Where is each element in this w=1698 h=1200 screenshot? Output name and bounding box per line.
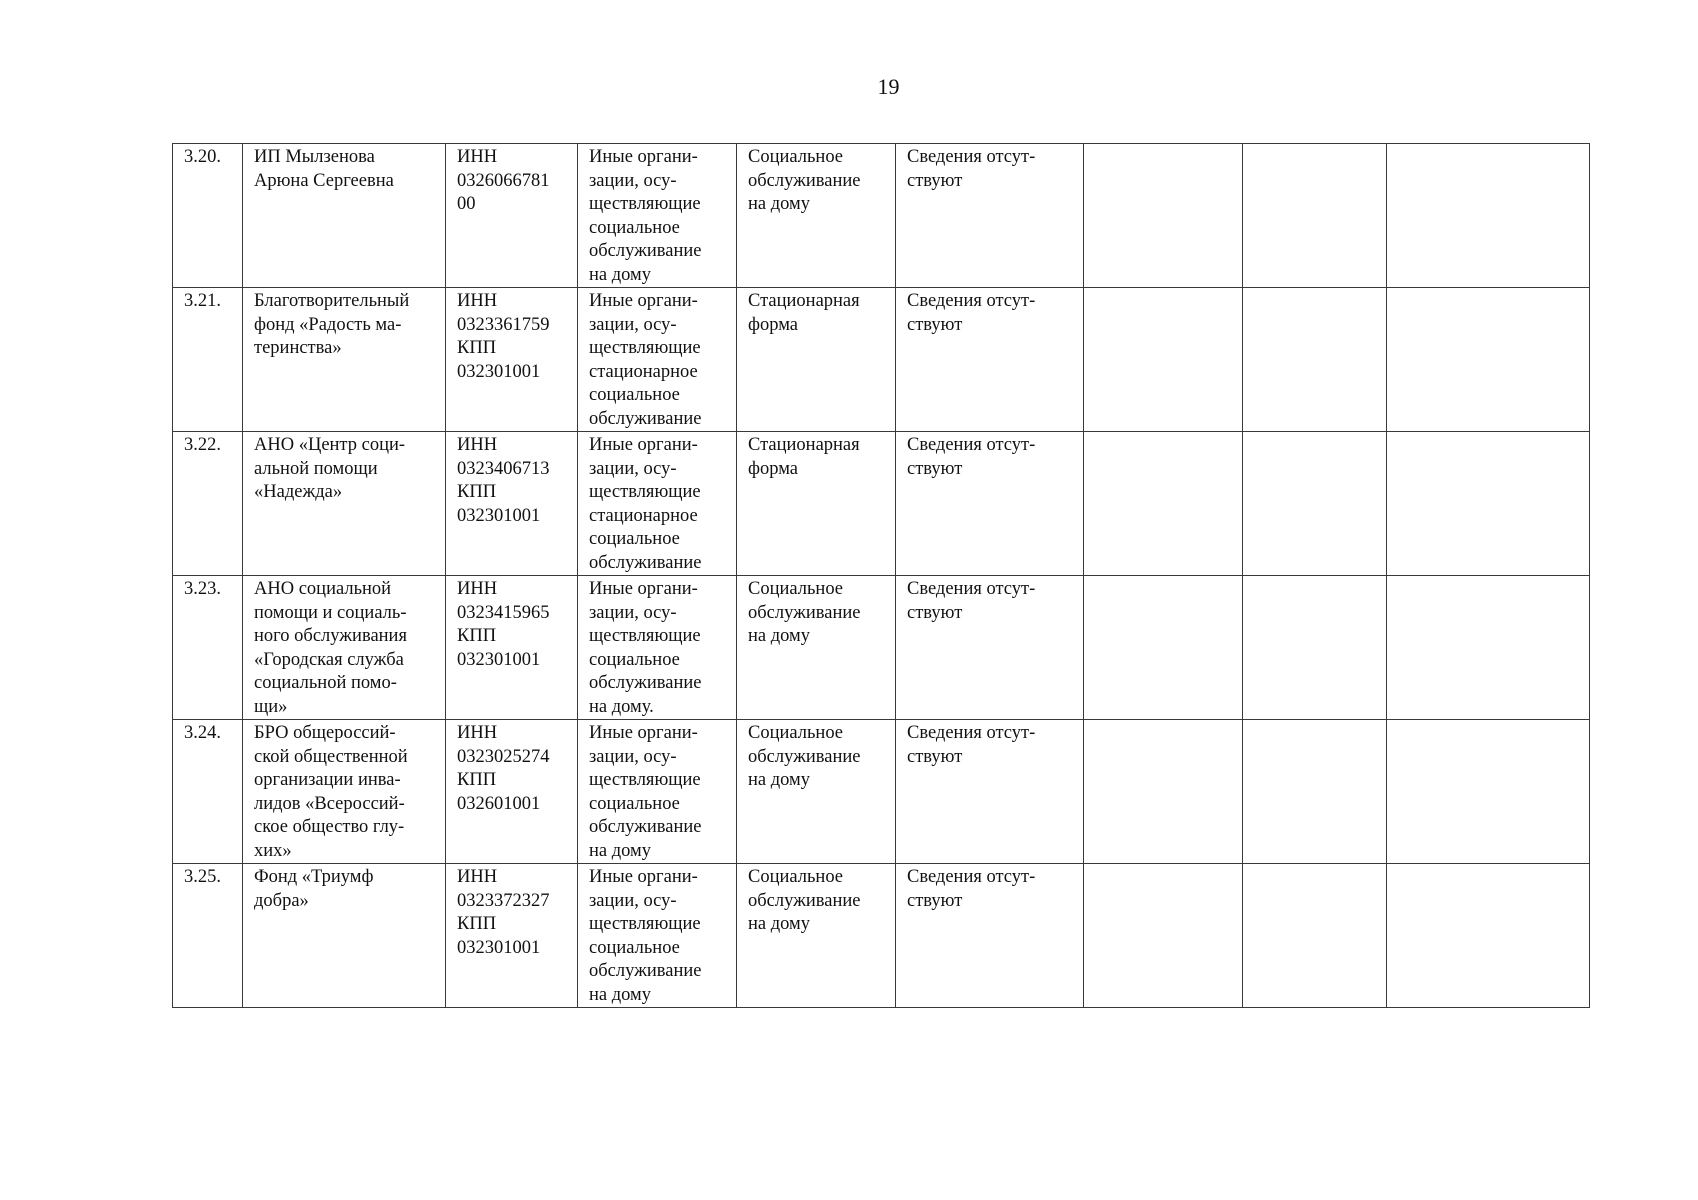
cell-text-line: 032301001 — [457, 649, 541, 670]
organizations-table — [172, 143, 1590, 1008]
table-row — [173, 720, 1590, 864]
cell-text-line: обслуживание — [748, 602, 861, 623]
cell-text-line: хих» — [254, 840, 292, 861]
cell-text-line: обслуживание — [589, 817, 702, 837]
cell-text-line: ществляющие — [589, 194, 701, 214]
cell-text-line: ское общество глу- — [254, 817, 405, 837]
cell-text-line: Иные органи- — [589, 867, 698, 887]
cell-text-line: лидов «Всероссий- — [254, 793, 405, 814]
cell-organization — [243, 576, 446, 720]
cell-number: 3.22. — [173, 432, 243, 576]
cell-text-line: ного обслуживания — [254, 626, 407, 646]
cell-organization — [243, 432, 446, 576]
cell-empty — [1387, 864, 1590, 1008]
cell-text-line: на дому — [748, 626, 811, 646]
cell-text-line: ИНН — [457, 723, 498, 743]
cell-empty — [1084, 576, 1243, 720]
cell-inn-kpp — [446, 576, 578, 720]
cell-number: 3.23. — [173, 576, 243, 720]
cell-organization-type — [578, 144, 737, 288]
cell-organization — [243, 288, 446, 432]
cell-text-line: 0323025274 — [457, 746, 550, 767]
cell-text-line: ществляющие — [589, 626, 701, 646]
cell-empty — [1084, 864, 1243, 1008]
cell-text-line: зации, осу- — [589, 458, 677, 479]
cell-text-line: социальной помо- — [254, 673, 397, 693]
cell-information — [896, 864, 1084, 1008]
cell-service-form — [737, 864, 896, 1008]
cell-information — [896, 288, 1084, 432]
cell-text-line: ИНН — [457, 579, 498, 599]
cell-inn-kpp — [446, 720, 578, 864]
cell-text-line: на дому — [589, 984, 652, 1005]
cell-text-line: обслуживание — [589, 408, 702, 429]
table-row — [173, 288, 1590, 432]
table-row — [173, 864, 1590, 1008]
cell-inn-kpp — [446, 432, 578, 576]
table-row — [173, 144, 1590, 288]
cell-number: 3.24. — [173, 720, 243, 864]
cell-text-line: на дому. — [589, 696, 654, 717]
cell-information — [896, 144, 1084, 288]
cell-empty — [1243, 720, 1387, 864]
cell-text-line: теринства» — [254, 338, 342, 358]
cell-text-line: Сведения отсут- — [907, 723, 1036, 743]
cell-text-line: Социальное — [748, 579, 844, 599]
cell-text-line: «Городская служба — [254, 649, 404, 670]
cell-text-line: на дому — [589, 264, 652, 285]
cell-text-line: АНО социальной — [254, 579, 392, 599]
cell-organization-type — [578, 576, 737, 720]
cell-text-line: на дому — [748, 770, 811, 790]
cell-text-line: Стационарная — [748, 435, 860, 455]
cell-text-line: социальное — [589, 385, 680, 405]
cell-information — [896, 576, 1084, 720]
cell-text-line: Иные органи- — [589, 723, 698, 743]
cell-text-line: ИП Мылзенова — [254, 147, 375, 167]
cell-text-line: Социальное — [748, 147, 844, 167]
cell-text-line: зации, осу- — [589, 746, 677, 767]
cell-text-line: форма — [748, 458, 798, 479]
cell-organization-type — [578, 864, 737, 1008]
cell-text-line: 0323372327 — [457, 890, 550, 911]
cell-text-line: 0323361759 — [457, 314, 550, 335]
cell-text-line: зации, осу- — [589, 890, 677, 911]
cell-organization-type — [578, 288, 737, 432]
cell-text-line: ИНН — [457, 147, 498, 167]
cell-text-line: добра» — [254, 890, 309, 911]
cell-empty — [1084, 288, 1243, 432]
cell-text-line: ИНН — [457, 435, 498, 455]
cell-number: 3.25. — [173, 864, 243, 1008]
cell-text-line: обслуживание — [589, 241, 702, 261]
cell-text-line: стационарное — [589, 505, 698, 526]
cell-service-form — [737, 432, 896, 576]
cell-text-line: стационарное — [589, 361, 698, 382]
cell-text-line: Иные органи- — [589, 291, 698, 311]
cell-empty — [1243, 432, 1387, 576]
cell-text-line: Сведения отсут- — [907, 291, 1036, 311]
cell-text-line: 032301001 — [457, 361, 541, 382]
cell-organization — [243, 720, 446, 864]
cell-service-form — [737, 576, 896, 720]
cell-text-line: 0323406713 — [457, 458, 550, 479]
cell-text-line: на дому — [748, 914, 811, 934]
cell-empty — [1387, 288, 1590, 432]
cell-text-line: зации, осу- — [589, 602, 677, 623]
cell-empty — [1387, 576, 1590, 720]
cell-text-line: обслуживание — [589, 552, 702, 573]
cell-text-line: Иные органи- — [589, 579, 698, 599]
cell-text-line: обслуживание — [589, 673, 702, 693]
cell-service-form — [737, 144, 896, 288]
cell-organization — [243, 864, 446, 1008]
cell-text-line: Социальное — [748, 723, 844, 743]
cell-text-line: альной помощи — [254, 458, 378, 479]
cell-text-line: помощи и социаль- — [254, 602, 407, 623]
cell-text-line: КПП — [457, 914, 497, 934]
cell-text-line: КПП — [457, 482, 497, 502]
cell-text-line: АНО «Центр соци- — [254, 435, 406, 455]
page-number: 19 — [877, 74, 900, 99]
cell-text-line: 032301001 — [457, 505, 541, 526]
cell-text-line: ИНН — [457, 291, 498, 311]
cell-text-line: ствуют — [907, 746, 963, 767]
cell-empty — [1084, 432, 1243, 576]
cell-text-line: БРО общероссий- — [254, 723, 396, 743]
cell-text-line: на дому — [748, 194, 811, 214]
cell-text-line: обслуживание — [589, 961, 702, 981]
cell-inn-kpp — [446, 288, 578, 432]
cell-text-line: ществляющие — [589, 482, 701, 502]
cell-text-line: ствуют — [907, 170, 963, 191]
cell-text-line: фонд «Радость ма- — [254, 314, 402, 335]
cell-empty — [1243, 864, 1387, 1008]
cell-text-line: социальное — [589, 529, 680, 549]
cell-organization-type — [578, 720, 737, 864]
cell-text-line: Иные органи- — [589, 147, 698, 167]
cell-empty — [1387, 144, 1590, 288]
cell-text-line: ществляющие — [589, 770, 701, 790]
cell-text-line: ствуют — [907, 602, 963, 623]
cell-inn-kpp — [446, 864, 578, 1008]
cell-number: 3.21. — [173, 288, 243, 432]
cell-text-line: Стационарная — [748, 291, 860, 311]
cell-text-line: 032601001 — [457, 793, 541, 814]
cell-organization — [243, 144, 446, 288]
cell-empty — [1387, 432, 1590, 576]
cell-text-line: зации, осу- — [589, 314, 677, 335]
cell-text-line: Сведения отсут- — [907, 147, 1036, 167]
cell-text-line: обслуживание — [748, 746, 861, 767]
cell-text-line: ствуют — [907, 314, 963, 335]
table-row — [173, 576, 1590, 720]
cell-text-line: Фонд «Триумф — [254, 867, 374, 887]
cell-empty — [1243, 576, 1387, 720]
cell-text-line: ствуют — [907, 458, 963, 479]
cell-text-line: зации, осу- — [589, 170, 677, 191]
cell-text-line: КПП — [457, 338, 497, 358]
cell-text-line: на дому — [589, 840, 652, 861]
cell-service-form — [737, 720, 896, 864]
cell-text-line: Благотворительный — [254, 291, 410, 311]
cell-service-form — [737, 288, 896, 432]
cell-empty — [1243, 288, 1387, 432]
table-row — [173, 432, 1590, 576]
cell-text-line: Иные органи- — [589, 435, 698, 455]
cell-text-line: ИНН — [457, 867, 498, 887]
cell-text-line: щи» — [254, 696, 288, 717]
cell-text-line: Сведения отсут- — [907, 867, 1036, 887]
cell-empty — [1084, 144, 1243, 288]
cell-text-line: ществляющие — [589, 914, 701, 934]
cell-text-line: социальное — [589, 937, 680, 958]
cell-text-line: Сведения отсут- — [907, 579, 1036, 599]
cell-text-line: организации инва- — [254, 770, 401, 790]
cell-text-line: социальное — [589, 793, 680, 814]
cell-text-line: 0326066781 — [457, 170, 550, 191]
cell-empty — [1243, 144, 1387, 288]
table-body — [173, 144, 1590, 1008]
cell-empty — [1387, 720, 1590, 864]
cell-text-line: форма — [748, 314, 798, 335]
cell-text-line: 032301001 — [457, 937, 541, 958]
cell-text-line: 0323415965 — [457, 602, 550, 623]
cell-text-line: «Надежда» — [254, 482, 343, 502]
cell-text-line: Сведения отсут- — [907, 435, 1036, 455]
cell-information — [896, 432, 1084, 576]
cell-text-line: Арюна Сергеевна — [254, 170, 394, 191]
cell-text-line: социальное — [589, 649, 680, 670]
cell-text-line: социальное — [589, 217, 680, 238]
cell-text-line: КПП — [457, 626, 497, 646]
cell-text-line: Социальное — [748, 867, 844, 887]
cell-text-line: 00 — [457, 194, 476, 214]
cell-information — [896, 720, 1084, 864]
cell-organization-type — [578, 432, 737, 576]
cell-text-line: КПП — [457, 770, 497, 790]
cell-text-line: ской общественной — [254, 746, 408, 767]
cell-number: 3.20. — [173, 144, 243, 288]
cell-empty — [1084, 720, 1243, 864]
cell-text-line: ществляющие — [589, 338, 701, 358]
cell-text-line: ствуют — [907, 890, 963, 911]
cell-text-line: обслуживание — [748, 170, 861, 191]
cell-inn-kpp — [446, 144, 578, 288]
cell-text-line: обслуживание — [748, 890, 861, 911]
